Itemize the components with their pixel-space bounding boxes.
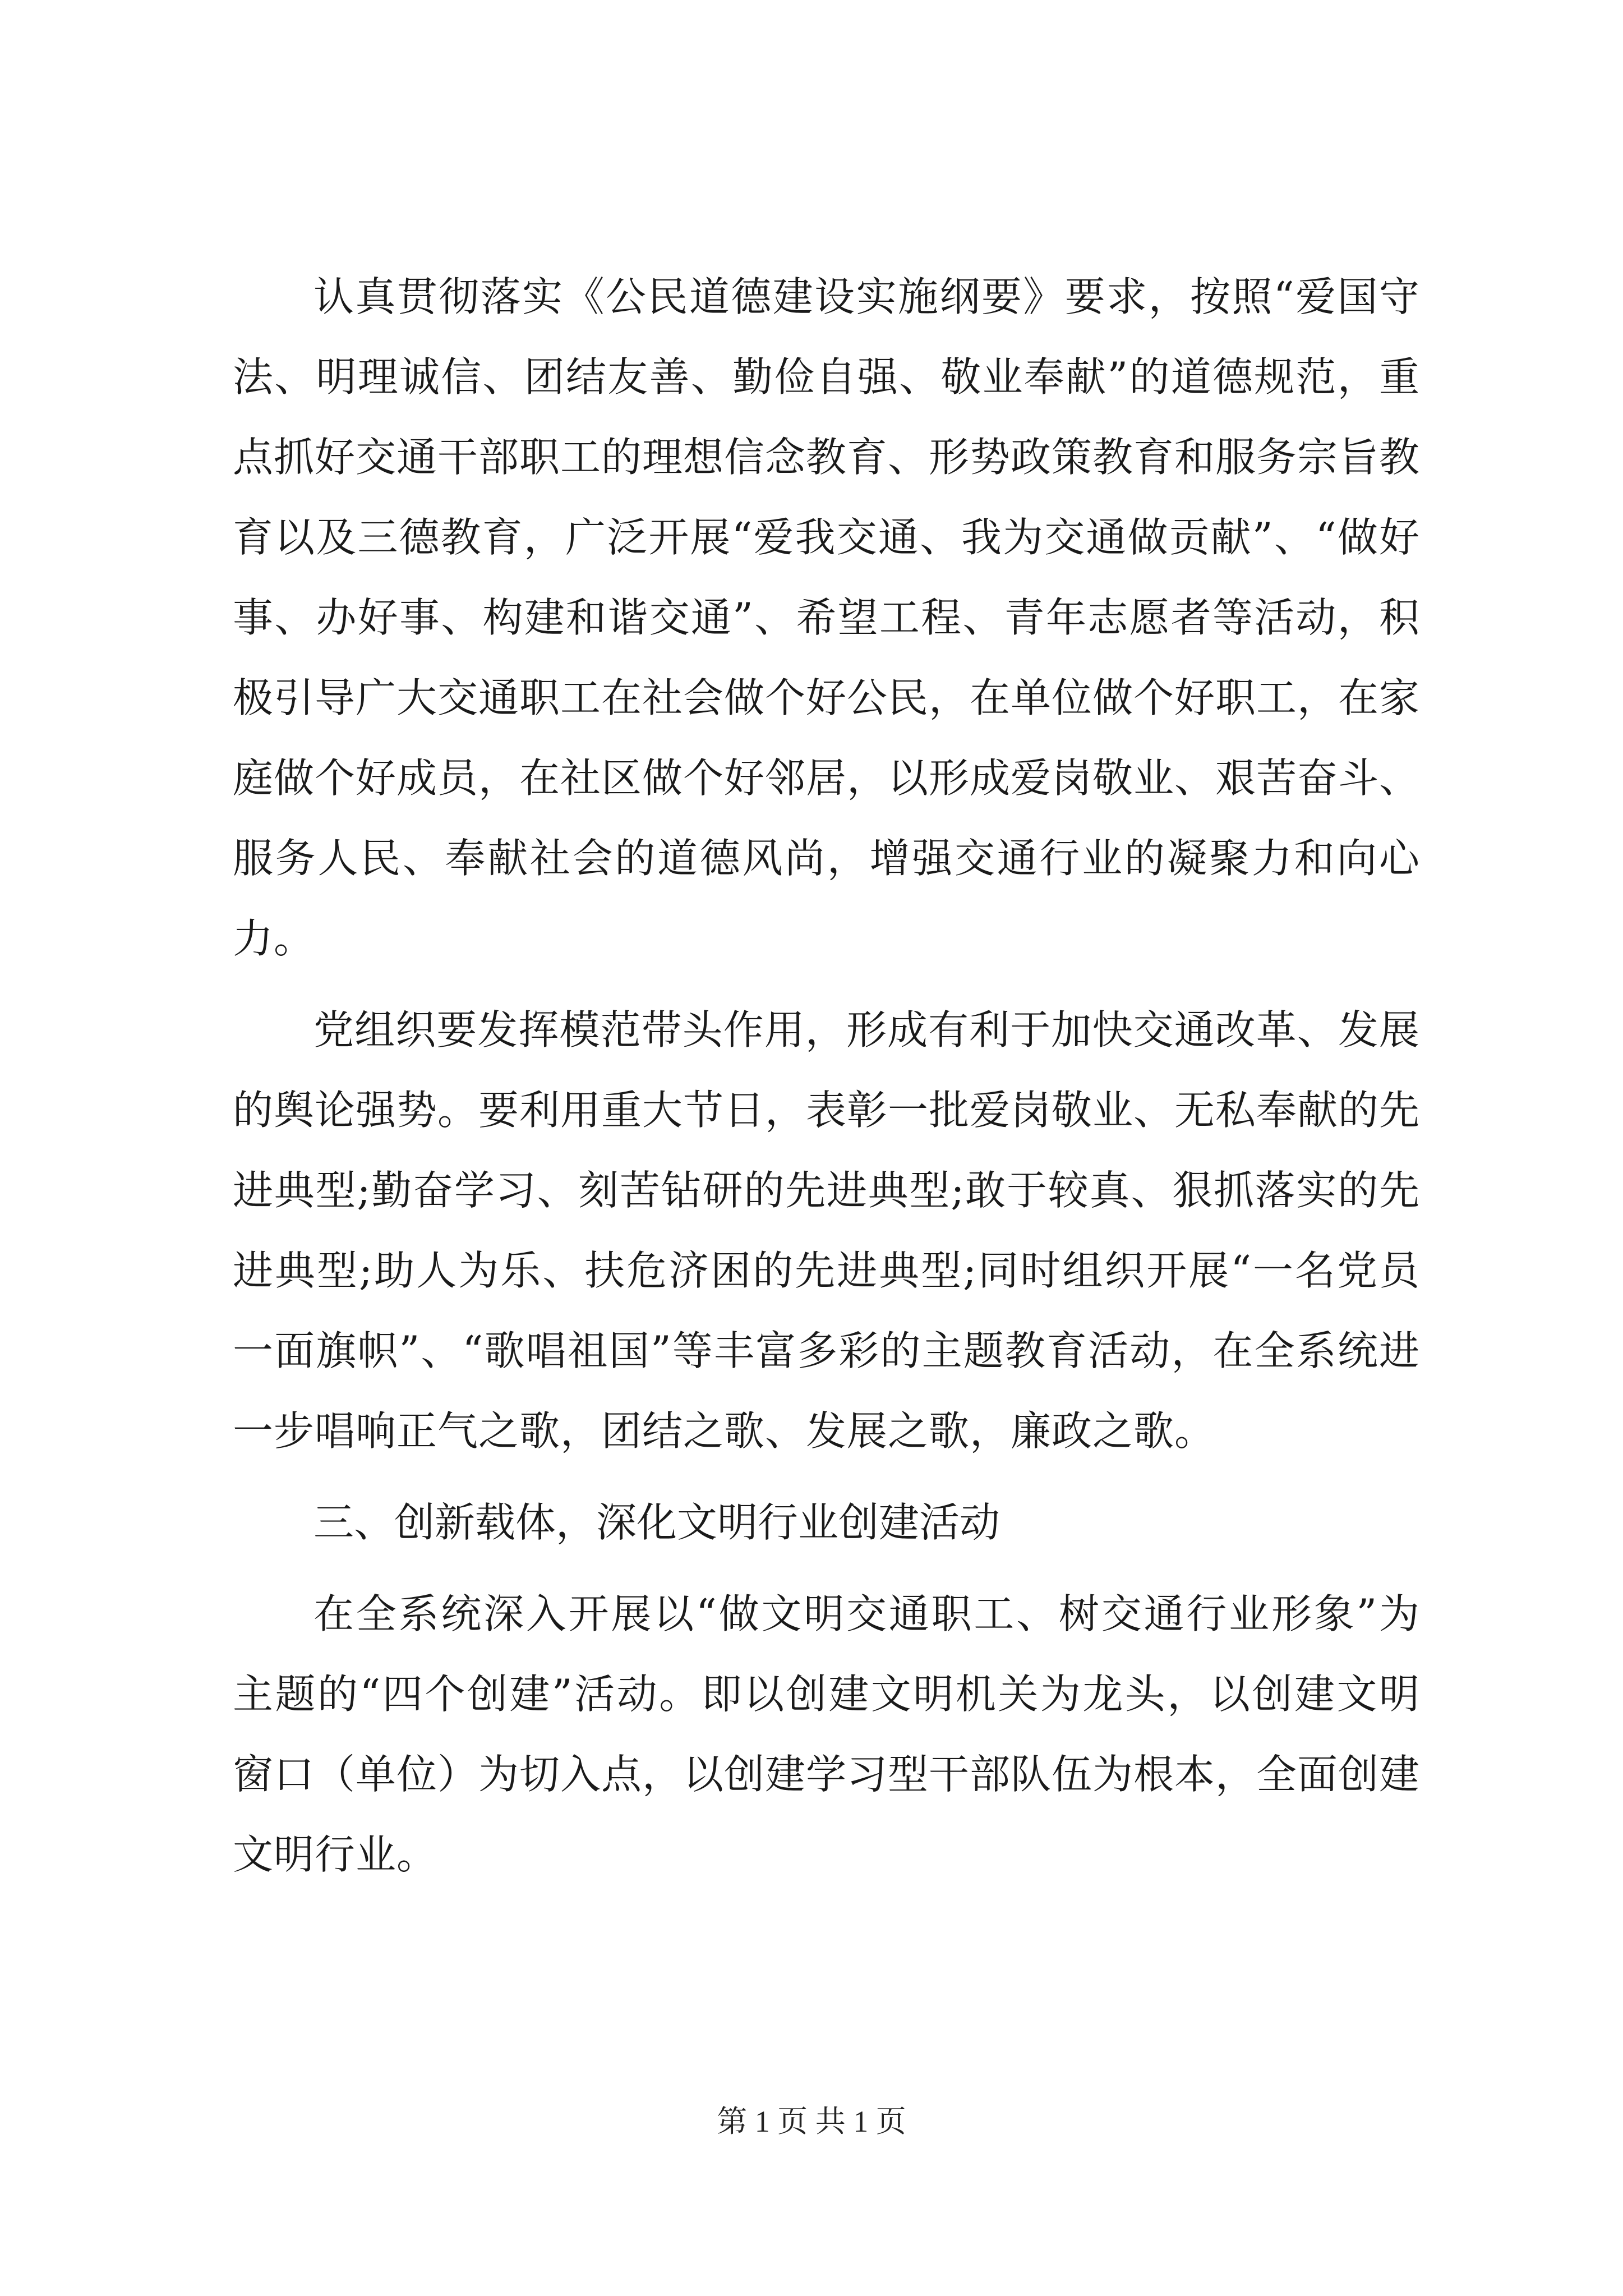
paragraph-party-organization: 党组织要发挥模范带头作用，形成有利于加快交通改革、发展的舆论强势。要利用重大节日，表彰一批爱岗敬业、无私奉献的先进典型;勤奋学习、刻苦钻研的先进典型;敢于较真、狠抓落实的先进典型;助人为乐、扶危济困的先进典型;同时组织开展“一名党员一面旗帜”、“歌唱祖国”等丰富多彩的主题教育活动，在全系统进一步唱响正气之歌，团结之歌、发展之歌，廉政之歌。 xyxy=(233,1006,1421,1455)
page-number-footer: 第 1 页 共 1 页 xyxy=(717,2105,906,2138)
paragraph-moral-education: 认真贯彻落实《公民道德建设实施纲要》要求，按照“爱国守法、明理诚信、团结友善、勤俭自强、敬业奉献”的道德规范，重点抓好交通干部职工的理想信念教育、形势政策教育和服务宗旨教育以及三德教育，广泛开展“爱我交通、我为交通做贡献”、“做好事、办好事、构建和谐交通”、希望工程、青年志愿者等活动，积极引导广大交通职工在社会做个好公民，在单位做个好职工，在家庭做个好成员，在社区做个好邻居，以形成爱岗敬业、艰苦奋斗、服务人民、奉献社会的道德风尚，增强交通行业的凝聚力和向心力。 xyxy=(233,273,1421,962)
document-body xyxy=(233,257,1420,1906)
section-heading: 三、创新载体，深化文明行业创建活动 xyxy=(313,1499,1000,1546)
paragraph-four-creations: 在全系统深入开展以“做文明交通职工、树交通行业形象”为主题的“四个创建”活动。即以创建文明机关为龙头，以创建文明窗口（单位）为切入点，以创建学习型干部队伍为根本，全面创建文明行业。 xyxy=(233,1590,1421,1878)
